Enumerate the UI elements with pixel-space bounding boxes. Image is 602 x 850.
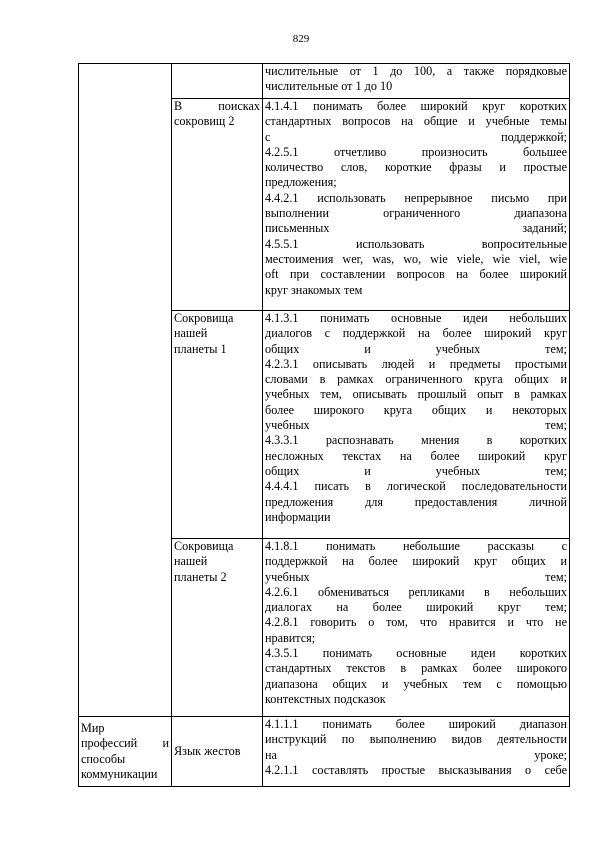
theme-line: сокровищ 2 xyxy=(174,114,235,129)
curriculum-table xyxy=(78,63,570,787)
table-row xyxy=(79,717,570,787)
theme-line: нашей xyxy=(174,554,208,569)
theme-line: В поисках xyxy=(174,99,260,113)
theme-line: Язык жестов xyxy=(174,743,241,758)
goal-line: 4.1.8.1 понимать небольшие рассказы с xyxy=(265,539,567,553)
goal-line: информации xyxy=(265,509,331,524)
page-number: 829 xyxy=(292,33,310,45)
goal-line: поддержкой на более широкий круг общих и xyxy=(265,554,567,569)
learning-goals-cell xyxy=(263,717,570,787)
goal-line: контекстных подсказок xyxy=(265,691,386,706)
goal-line: 4.2.1.1 составлять простые высказывания о себе xyxy=(265,762,567,777)
goal-line: 4.3.3.1 распознавать мнения в коротких xyxy=(265,433,567,448)
theme-line: Сокровища xyxy=(174,311,234,325)
goal-line: стандартных вопросов на общие и учебные темы xyxy=(265,114,567,129)
goal-line: 4.2.5.1 отчетливо произносить большее xyxy=(265,144,567,159)
goal-line: круг знакомых тем xyxy=(265,282,363,297)
learning-goals-cell xyxy=(263,64,570,99)
goal-line: стандартных текстов в рамках более широкого xyxy=(265,661,567,676)
goal-line: учебных тем, описывать прошлый опыт в рамках xyxy=(265,387,567,402)
goal-line: диалогов с поддержкой на более широкий круг xyxy=(265,326,567,341)
section-line: профессий и xyxy=(81,736,169,751)
goal-line: 4.1.4.1 понимать более широкий круг коротких xyxy=(265,99,567,113)
goal-line: инструкций по выполнению видов деятельности xyxy=(265,732,567,747)
goal-line: 4.2.8.1 говорить о том, что нравится и что не xyxy=(265,615,567,630)
goal-line: письменных заданий; xyxy=(265,221,567,236)
goal-line: местоимения wer, was, wo, wie viele, wie viel, wie xyxy=(265,251,567,266)
goal-line: учебных тем; xyxy=(265,418,567,433)
section-line: Мир xyxy=(81,720,105,735)
goal-line: 4.2.3.1 описывать людей и предметы простыми xyxy=(265,356,567,371)
goal-line: oft при составлении вопросов на более широкий xyxy=(265,267,567,282)
goal-line: 4.1.1.1 понимать более широкий диапазон xyxy=(265,717,567,731)
goal-line: числительные от 1 до 100, а также порядковые xyxy=(265,64,567,78)
goal-line: 4.3.5.1 понимать основные идеи коротких xyxy=(265,646,567,661)
goal-line: общих и учебных тем; xyxy=(265,341,567,356)
theme-line: планеты 2 xyxy=(174,569,227,584)
learning-goals-cell xyxy=(263,311,570,539)
goal-line: 4.4.2.1 использовать непрерывное письмо при xyxy=(265,190,567,205)
theme-line: нашей xyxy=(174,326,208,341)
goal-line: числительные от 1 до 10 xyxy=(265,79,393,94)
goal-line: диалогах на более широкий круг тем; xyxy=(265,600,567,615)
theme-cell xyxy=(172,311,263,539)
goal-line: нравится; xyxy=(265,630,316,645)
goal-line: предложения для предоставления личной xyxy=(265,494,567,509)
goal-line: выполнении ограниченного диапазона xyxy=(265,206,567,221)
goal-line: более широкого круга общих и некоторых xyxy=(265,402,567,417)
goal-line: с поддержкой; xyxy=(265,129,567,144)
theme-cell xyxy=(172,64,263,99)
section-cell xyxy=(79,64,172,717)
learning-goals-cell xyxy=(263,539,570,717)
goal-line: учебных тем; xyxy=(265,569,567,584)
theme-line: планеты 1 xyxy=(174,341,227,356)
goal-line: количество слов, короткие фразы и простые xyxy=(265,160,567,175)
section-line: коммуникации xyxy=(81,766,158,781)
theme-line: Сокровища xyxy=(174,539,234,553)
goal-line: диапазона общих и учебных тем с помощью xyxy=(265,676,567,691)
goal-line: общих и учебных тем; xyxy=(265,463,567,478)
table-row xyxy=(79,64,570,99)
goal-line: 4.1.3.1 понимать основные идеи небольших xyxy=(265,311,567,325)
theme-cell xyxy=(172,539,263,717)
theme-cell xyxy=(172,99,263,311)
learning-goals-cell xyxy=(263,99,570,311)
goal-line: на уроке; xyxy=(265,747,567,762)
goal-line: 4.4.4.1 писать в логической последовательности xyxy=(265,479,567,494)
section-line: способы xyxy=(81,751,126,766)
goal-line: словами в рамках ограниченного круга общих и xyxy=(265,372,567,387)
goal-line: предложения; xyxy=(265,175,337,190)
goal-line: 4.2.6.1 обмениваться репликами в небольших xyxy=(265,584,567,599)
section-cell xyxy=(79,717,172,787)
theme-cell xyxy=(172,717,263,787)
goal-line: 4.5.5.1 использовать вопросительные xyxy=(265,236,567,251)
goal-line: несложных текстах на более широкий круг xyxy=(265,448,567,463)
